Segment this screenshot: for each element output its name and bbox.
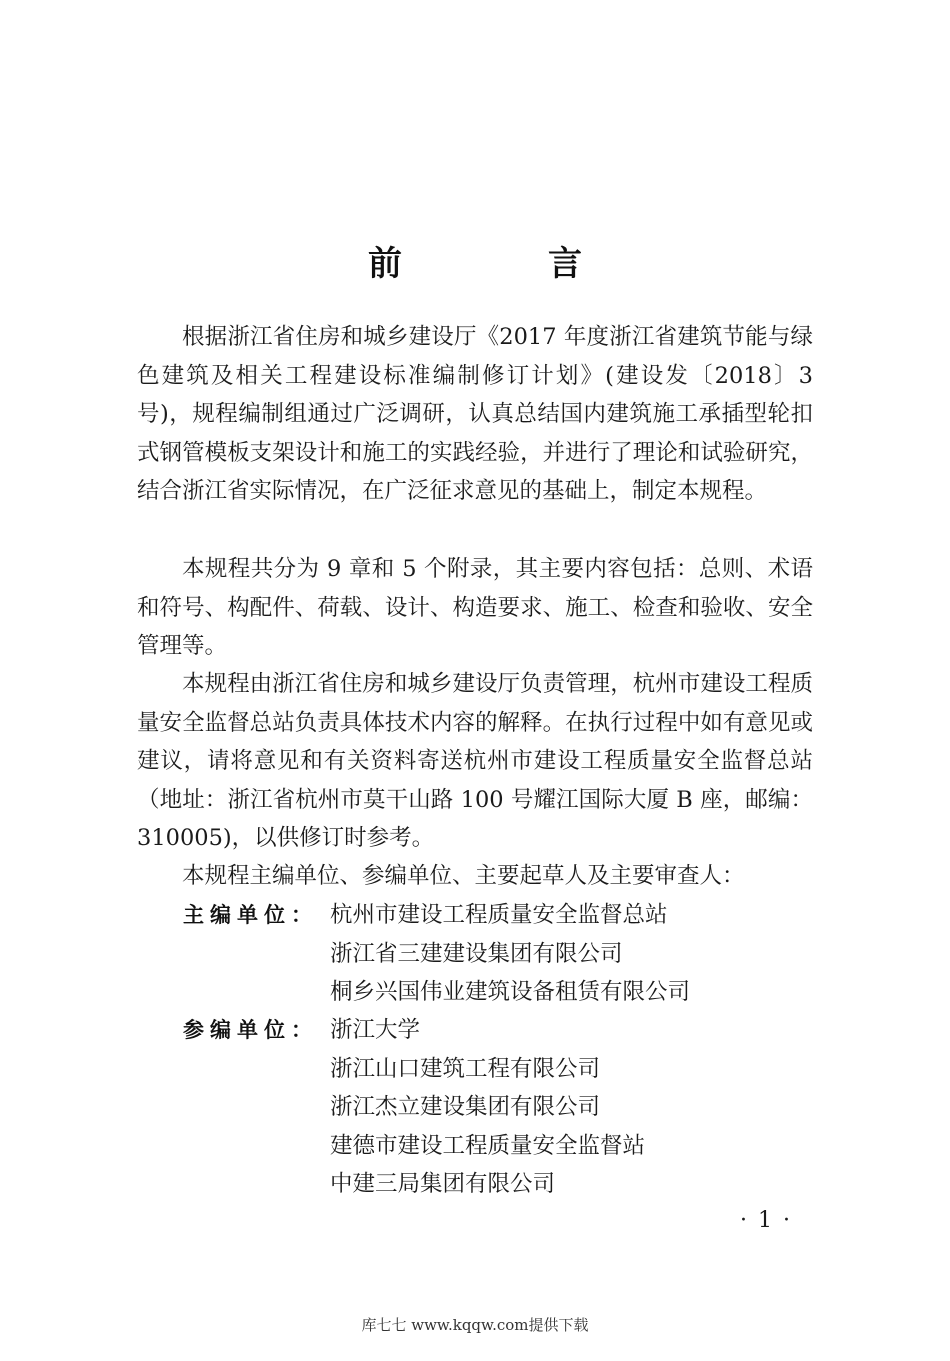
org-name: 浙江大学 xyxy=(330,1017,421,1043)
org-name: 中建三局集团有限公司 xyxy=(330,1171,556,1197)
org-row xyxy=(183,1088,645,1127)
org-row xyxy=(183,1165,645,1204)
org-name: 建德市建设工程质量安全监督站 xyxy=(330,1132,646,1159)
paragraph-background: 根据浙江省住房和城乡建设厅《2017 年度浙江省建筑节能与绿色建筑及相关工程建设标准编制修订计划》(建设发〔2018〕3 号)，规程编制组通过广泛调研，认真总结国内建筑施工承插型轮扣式钢管模板支架设计和施工的实践经验，并进行了理论和试验研究，结合浙江省实际情况，在广泛征求意见的基础上，制定本规程。 xyxy=(137,324,813,504)
org-row xyxy=(183,1050,645,1089)
footer-watermark: 库七七 www.kqqw.com提供下载 xyxy=(361,1316,589,1334)
paragraph-management: 本规程由浙江省住房和城乡建设厅负责管理，杭州市建设工程质量安全监督总站负责具体技术内容的解释。在执行过程中如有意见或建议，请将意见和有关资料寄送杭州市建设工程质量安全监督总站（地址：浙江省杭州市莫干山路 100 号耀江国际大厦 B 座，邮编：310005)，以供修订时参考。 xyxy=(137,671,813,851)
org-name: 浙江省三建建设集团有限公司 xyxy=(330,940,623,967)
org-name: 杭州市建设工程质量安全监督总站 xyxy=(330,902,668,928)
participating-units xyxy=(183,1011,645,1204)
org-name: 桐乡兴国伟业建筑设备租赁有限公司 xyxy=(330,979,691,1005)
org-name: 浙江山口建筑工程有限公司 xyxy=(330,1055,601,1082)
main-editor-units xyxy=(183,896,690,1012)
main-editor-label: 主编单位： xyxy=(183,903,318,927)
org-row xyxy=(183,973,690,1012)
participating-label: 参编单位： xyxy=(183,1018,318,1042)
page-number: · 1 · xyxy=(740,1208,792,1233)
org-row xyxy=(183,1127,645,1166)
paragraph-contents: 本规程共分为 9 章和 5 个附录，其主要内容包括：总则、术语和符号、构配件、荷载、设计、构造要求、施工、检查和验收、安全管理等。 xyxy=(137,556,813,659)
page-title: 前 言 xyxy=(368,244,638,284)
paragraph-units-intro: 本规程主编单位、参编单位、主要起草人及主要审查人： xyxy=(182,863,745,889)
org-name: 浙江杰立建设集团有限公司 xyxy=(330,1094,601,1120)
org-row xyxy=(183,1011,645,1050)
org-row xyxy=(183,935,690,974)
org-row xyxy=(183,896,690,935)
